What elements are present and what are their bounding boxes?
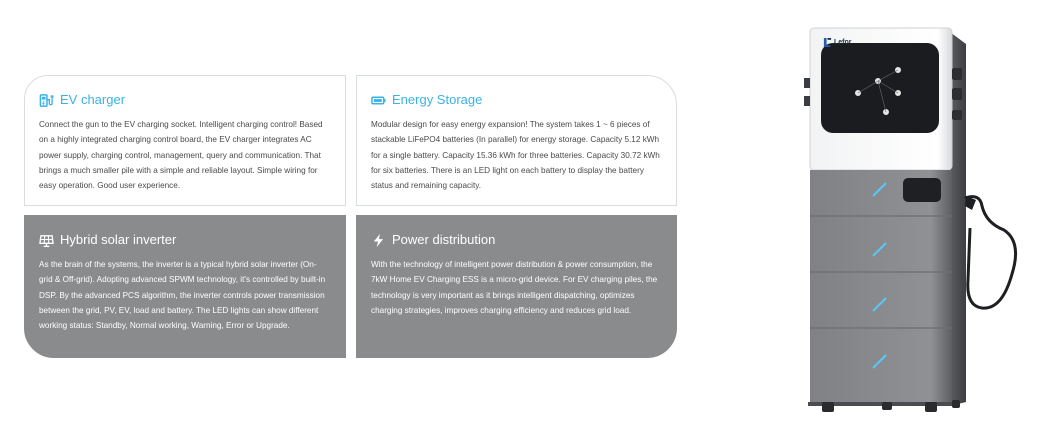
card-power-distribution-header — [371, 232, 664, 248]
card-hybrid-inverter-title: Hybrid solar inverter — [60, 232, 177, 247]
ev-charger-icon — [39, 93, 54, 108]
brand-mark-icon — [823, 37, 832, 48]
brand-name: Lefor — [834, 39, 852, 46]
brand-logo — [823, 37, 852, 48]
card-energy-storage-header — [371, 92, 664, 108]
solar-panel-icon — [39, 233, 54, 248]
card-hybrid-inverter-body: As the brain of the systems, the inverter is a typical hybrid solar inverter (On-grid & Off-grid). Adopting advanced SPWM technology, it's controlled by built-in DSP. By the advanced PCS algorithm, the inverter controls power transmission between the grid, PV, EV, load and battery. The LED lights can show different working status: Standby, Normal working, Warning, Error or Upgrade. — [39, 260, 326, 331]
card-hybrid-inverter — [24, 215, 346, 358]
card-power-distribution-title: Power distribution — [392, 232, 496, 247]
ess-product-image — [790, 18, 1030, 418]
battery-icon — [371, 93, 386, 108]
card-power-distribution-body: With the technology of intelligent power distribution & power consumption, the 7kW Home EV Charging ESS is a micro-grid device. For EV charging piles, the technology is very important as it brings intelligent dispatching, optimizes charging strategies, improves charging efficiency and reduces grid load. — [371, 260, 658, 315]
card-energy-storage — [356, 75, 677, 206]
card-ev-charger — [24, 75, 346, 206]
lightning-icon — [371, 233, 386, 248]
card-hybrid-inverter-header — [39, 232, 333, 248]
card-energy-storage-title: Energy Storage — [392, 92, 483, 107]
card-energy-storage-body: Modular design for easy energy expansion! The system takes 1 ~ 6 pieces of stackable LiFePO4 batteries (In parallel) for energy storage. Capacity 5.12 kWh for a single battery. Capacity 15.36 kWh for three batteries. Capacity 30.72 kWh for six batteries. There is an LED light on each battery to display the battery status and remaining capacity. — [371, 120, 660, 191]
card-power-distribution — [356, 215, 677, 358]
card-ev-charger-title: EV charger — [60, 92, 126, 107]
card-ev-charger-header — [39, 92, 333, 108]
card-ev-charger-body: Connect the gun to the EV charging socket. Intelligent charging control! Based on a highly integrated charging control board, the EV charger integrates AC power supply, charging control, management, query and communication. That brings a much smaller pile with a simple and reliable layout. Simple wiring for easy operation. Good user experience. — [39, 120, 323, 191]
